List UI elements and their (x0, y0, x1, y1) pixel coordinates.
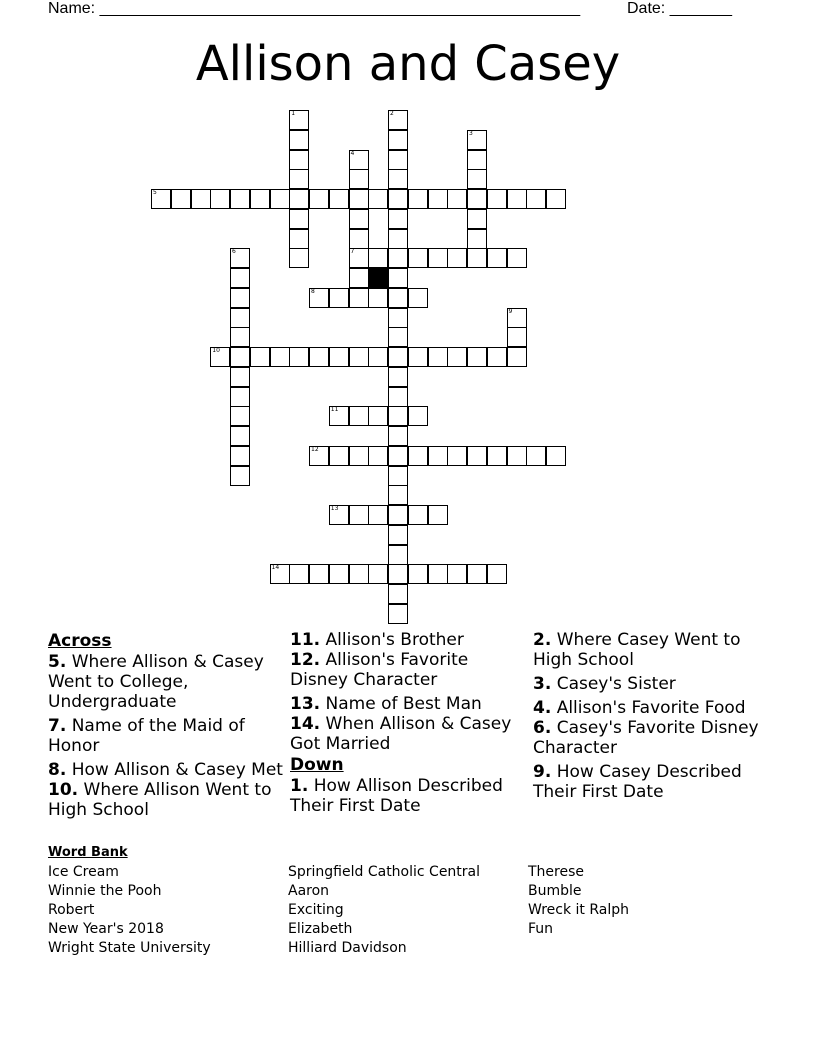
grid-cell[interactable] (388, 268, 408, 288)
grid-cell[interactable] (289, 189, 309, 209)
grid-cell[interactable] (388, 110, 408, 130)
grid-cell[interactable] (546, 446, 566, 466)
grid-cell[interactable] (388, 367, 408, 387)
clue-across-5 (48, 652, 288, 712)
grid-cell[interactable] (230, 189, 250, 209)
clue-number: 6. (533, 718, 552, 738)
grid-cell[interactable] (467, 209, 487, 229)
grid-cell[interactable] (507, 308, 527, 328)
clue-number: 5. (48, 652, 67, 672)
grid-cell[interactable] (210, 347, 230, 367)
grid-cell[interactable] (349, 446, 369, 466)
clue-number-label: 4 (350, 149, 355, 157)
grid-cell[interactable] (487, 189, 507, 209)
grid-cell[interactable] (388, 248, 408, 268)
word-bank-item: Springfield Catholic Central (288, 864, 481, 880)
clues-column-2 (290, 630, 530, 820)
clue-text: When Allison & Casey Got Married (290, 714, 512, 754)
grid-cell[interactable] (270, 189, 290, 209)
grid-cell[interactable] (349, 150, 369, 170)
clue-number-label: 6 (232, 248, 236, 256)
grid-cell[interactable] (428, 564, 448, 584)
grid-cell[interactable] (507, 446, 527, 466)
grid-cell[interactable] (408, 288, 428, 308)
word-bank-item: Aaron (288, 883, 330, 899)
grid-cell[interactable] (368, 446, 388, 466)
grid-cell[interactable] (349, 209, 369, 229)
clue-text: How Casey Described Their First Date (533, 762, 742, 802)
across-heading: Across (48, 631, 112, 651)
grid-cell[interactable] (289, 209, 309, 229)
clue-across-12 (290, 650, 530, 690)
grid-cell[interactable] (388, 604, 408, 624)
grid-cell[interactable] (388, 485, 408, 505)
grid-cell[interactable] (388, 150, 408, 170)
clue-number: 3. (533, 674, 552, 694)
grid-cell[interactable] (388, 446, 408, 466)
word-bank-column-3 (528, 863, 629, 939)
grid-cell[interactable] (388, 584, 408, 604)
grid-cell[interactable] (388, 327, 408, 347)
clue-text: Where Casey Went to High School (533, 630, 741, 670)
grid-cell[interactable] (289, 347, 309, 367)
clue-text: Allison's Favorite Food (556, 698, 746, 718)
grid-cell[interactable] (349, 505, 369, 525)
grid-cell[interactable] (329, 288, 349, 308)
clue-number: 10. (48, 780, 79, 800)
grid-cell[interactable] (408, 248, 428, 268)
word-bank-title: Word Bank (48, 845, 128, 860)
clue-text: Allison's Favorite Disney Character (290, 650, 469, 690)
grid-cell[interactable] (368, 347, 388, 367)
grid-cell[interactable] (349, 268, 369, 288)
grid-cell[interactable] (289, 130, 309, 150)
grid-cell[interactable] (467, 150, 487, 170)
clue-down-6 (533, 718, 773, 758)
clue-across-8 (48, 760, 288, 780)
clue-text: Allison's Brother (325, 630, 464, 650)
clue-text: Casey's Favorite Disney Character (533, 718, 759, 758)
word-bank-column-1 (48, 863, 211, 958)
clue-number: 11. (290, 630, 321, 650)
grid-cell[interactable] (289, 229, 309, 249)
grid-cell[interactable] (349, 169, 369, 189)
grid-cell[interactable] (388, 130, 408, 150)
grid-cell[interactable] (368, 189, 388, 209)
grid-cell[interactable] (329, 189, 349, 209)
grid-cell[interactable] (289, 564, 309, 584)
word-bank-item: Wright State University (48, 940, 211, 956)
grid-block (368, 268, 388, 288)
word-bank-item: Bumble (528, 883, 582, 899)
clue-number: 2. (533, 630, 552, 650)
grid-cell[interactable] (428, 248, 448, 268)
grid-cell[interactable] (447, 189, 467, 209)
grid-cell[interactable] (151, 189, 171, 209)
word-bank-item: Hilliard Davidson (288, 940, 407, 956)
clue-down-9 (533, 762, 773, 802)
grid-cell[interactable] (388, 505, 408, 525)
grid-cell[interactable] (507, 248, 527, 268)
grid-cell[interactable] (230, 367, 250, 387)
grid-cell[interactable] (388, 308, 408, 328)
grid-cell[interactable] (230, 387, 250, 407)
grid-cell[interactable] (388, 406, 408, 426)
clue-across-14 (290, 714, 530, 754)
puzzle-title: Allison and Casey (195, 36, 621, 92)
clue-text: Where Allison Went to High School (48, 780, 272, 820)
clue-down-4 (533, 698, 773, 718)
clue-across-11 (290, 630, 530, 650)
clue-across-10 (48, 780, 288, 820)
grid-cell[interactable] (428, 347, 448, 367)
grid-cell[interactable] (467, 229, 487, 249)
word-bank-item: Elizabeth (288, 921, 353, 937)
grid-cell[interactable] (408, 446, 428, 466)
grid-cell[interactable] (467, 248, 487, 268)
grid-cell[interactable] (428, 446, 448, 466)
grid-cell[interactable] (309, 446, 329, 466)
grid-cell[interactable] (349, 189, 369, 209)
grid-cell[interactable] (388, 426, 408, 446)
grid-cell[interactable] (230, 446, 250, 466)
grid-cell[interactable] (230, 347, 250, 367)
clue-number-label: 13 (330, 505, 339, 512)
down-heading: Down (290, 755, 344, 775)
clue-text: Name of the Maid of Honor (48, 716, 245, 756)
grid-cell[interactable] (408, 189, 428, 209)
grid-cell[interactable] (507, 189, 527, 209)
clue-text: How Allison & Casey Met (71, 760, 283, 780)
grid-cell[interactable] (270, 564, 290, 584)
clue-number-label: 7 (350, 248, 355, 256)
grid-cell[interactable] (447, 446, 467, 466)
clue-number: 12. (290, 650, 321, 670)
grid-cell[interactable] (210, 189, 230, 209)
grid-cell[interactable] (368, 564, 388, 584)
clue-down-1 (290, 776, 530, 816)
clue-number: 13. (290, 694, 321, 714)
grid-cell[interactable] (329, 564, 349, 584)
grid-cell[interactable] (467, 169, 487, 189)
grid-cell[interactable] (309, 564, 329, 584)
clue-number-label: 5 (153, 189, 157, 196)
clue-down-3 (533, 674, 773, 694)
grid-cell[interactable] (487, 446, 507, 466)
grid-cell[interactable] (408, 347, 428, 367)
grid-cell[interactable] (447, 248, 467, 268)
grid-cell[interactable] (467, 564, 487, 584)
grid-cell[interactable] (309, 189, 329, 209)
word-bank-item: Wreck it Ralph (528, 902, 630, 918)
grid-cell[interactable] (388, 525, 408, 545)
grid-cell[interactable] (309, 347, 329, 367)
grid-cell[interactable] (289, 110, 309, 130)
clue-number-label: 2 (390, 110, 394, 117)
grid-cell[interactable] (388, 387, 408, 407)
grid-cell[interactable] (368, 248, 388, 268)
clue-number-label: 10 (212, 347, 220, 354)
grid-cell[interactable] (349, 564, 369, 584)
grid-cell[interactable] (230, 308, 250, 328)
word-bank-item: Robert (48, 902, 95, 918)
clue-number-label: 11 (330, 406, 339, 414)
grid-cell[interactable] (428, 505, 448, 525)
grid-cell[interactable] (526, 189, 546, 209)
grid-cell[interactable] (388, 209, 408, 229)
grid-cell[interactable] (368, 288, 388, 308)
grid-cell[interactable] (171, 189, 191, 209)
grid-cell[interactable] (388, 288, 408, 308)
grid-cell[interactable] (487, 347, 507, 367)
grid-cell[interactable] (447, 347, 467, 367)
name-field-label: Name: ______________________________________________________ (48, 0, 581, 17)
clues-column-3 (533, 630, 773, 806)
clue-number: 4. (533, 698, 552, 718)
grid-cell[interactable] (250, 189, 270, 209)
clue-text: Name of Best Man (325, 694, 482, 714)
clue-across-7 (48, 716, 288, 756)
grid-cell[interactable] (349, 288, 369, 308)
grid-cell[interactable] (467, 347, 487, 367)
clue-number-label: 1 (291, 110, 296, 117)
grid-cell[interactable] (487, 564, 507, 584)
grid-cell[interactable] (388, 545, 408, 565)
clue-number: 14. (290, 714, 321, 734)
clues-column-1 (48, 630, 288, 824)
grid-cell[interactable] (329, 347, 349, 367)
grid-cell[interactable] (349, 248, 369, 268)
grid-cell[interactable] (191, 189, 211, 209)
clue-text: How Allison Described Their First Date (290, 776, 503, 816)
clue-text: Where Allison & Casey Went to College, Undergraduate (48, 652, 264, 712)
grid-cell[interactable] (388, 347, 408, 367)
grid-cell[interactable] (388, 169, 408, 189)
word-bank-item: Fun (528, 921, 554, 937)
clue-number-label: 3 (469, 129, 473, 137)
grid-cell[interactable] (408, 564, 428, 584)
grid-cell[interactable] (368, 406, 388, 426)
clue-number: 7. (48, 716, 67, 736)
grid-cell[interactable] (289, 150, 309, 170)
grid-cell[interactable] (467, 130, 487, 150)
grid-cell[interactable] (230, 466, 250, 486)
grid-cell[interactable] (447, 564, 467, 584)
grid-cell[interactable] (230, 327, 250, 347)
grid-cell[interactable] (408, 406, 428, 426)
clue-number: 1. (290, 776, 309, 796)
grid-cell[interactable] (309, 288, 329, 308)
grid-cell[interactable] (349, 406, 369, 426)
grid-cell[interactable] (428, 189, 448, 209)
grid-cell[interactable] (467, 189, 487, 209)
word-bank-item: New Year's 2018 (48, 921, 164, 937)
grid-cell[interactable] (487, 248, 507, 268)
grid-cell[interactable] (467, 446, 487, 466)
grid-cell[interactable] (388, 189, 408, 209)
grid-cell[interactable] (250, 347, 270, 367)
grid-cell[interactable] (329, 505, 349, 525)
grid-cell[interactable] (507, 347, 527, 367)
grid-cell[interactable] (368, 505, 388, 525)
grid-cell[interactable] (388, 229, 408, 249)
grid-cell[interactable] (289, 248, 309, 268)
grid-cell[interactable] (388, 466, 408, 486)
grid-cell[interactable] (526, 446, 546, 466)
grid-cell[interactable] (329, 446, 349, 466)
grid-cell[interactable] (270, 347, 290, 367)
grid-cell[interactable] (349, 229, 369, 249)
clue-number: 8. (48, 760, 67, 780)
clue-number-label: 14 (271, 564, 280, 572)
grid-cell[interactable] (507, 327, 527, 347)
grid-cell[interactable] (408, 505, 428, 525)
clue-across-13 (290, 694, 530, 714)
word-bank-column-2 (288, 863, 480, 958)
grid-cell[interactable] (230, 268, 250, 288)
grid-cell[interactable] (230, 248, 250, 268)
grid-cell[interactable] (546, 189, 566, 209)
word-bank-item: Winnie the Pooh (48, 883, 162, 899)
clue-number-label: 12 (311, 445, 319, 453)
grid-cell[interactable] (230, 406, 250, 426)
date-field-label: Date: _______ (627, 0, 732, 17)
clue-down-2 (533, 630, 773, 670)
grid-cell[interactable] (388, 564, 408, 584)
grid-cell[interactable] (230, 426, 250, 446)
grid-cell[interactable] (230, 288, 250, 308)
clue-number-label: 9 (508, 307, 513, 315)
word-bank-item: Ice Cream (48, 864, 119, 880)
clue-text: Casey's Sister (556, 674, 676, 694)
clue-number-label: 8 (311, 287, 315, 295)
clue-number: 9. (533, 762, 552, 782)
grid-cell[interactable] (289, 169, 309, 189)
word-bank-item: Therese (528, 864, 585, 880)
word-bank-item: Exciting (288, 902, 344, 918)
grid-cell[interactable] (349, 347, 369, 367)
grid-cell[interactable] (329, 406, 349, 426)
